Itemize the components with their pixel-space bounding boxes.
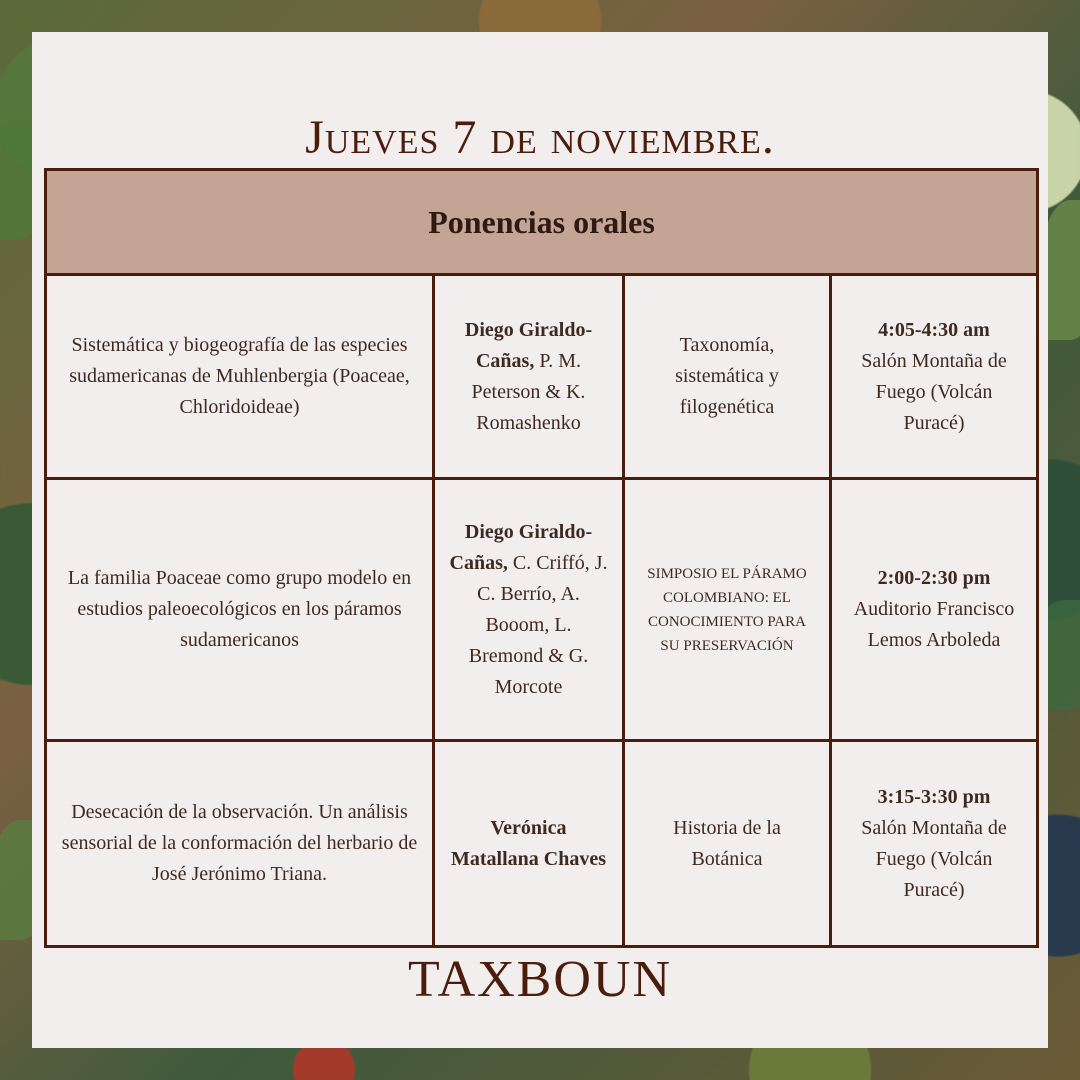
taxboun-logo: TAXBOUN: [407, 951, 673, 1008]
schedule-table: [44, 168, 1039, 948]
lead-author: Diego Giraldo-Cañas,: [449, 520, 593, 574]
talk-place: Salón Montaña de Fuego (Volcán Puracé): [861, 349, 1007, 434]
table-row: [46, 479, 1038, 741]
talk-time: 4:05-4:30 am: [878, 318, 990, 341]
talk-place: Salón Montaña de Fuego (Volcán Puracé): [861, 816, 1007, 901]
table-header: Ponencias orales: [46, 170, 1038, 275]
talk-authors: [434, 741, 624, 947]
talk-topic: Sistemática y biogeografía de las especies sudamericanas de Muhlenbergia (Poaceae, Chloridoideae): [46, 275, 434, 479]
talk-time-place: [831, 479, 1038, 741]
talk-time: 2:00-2:30 pm: [877, 567, 991, 589]
talk-place: Auditorio Francisco Lemos Arboleda: [853, 598, 1015, 651]
talk-time: 3:15-3:30 pm: [877, 785, 991, 808]
co-authors: C. Criffó, J. C. Berrío, A. Booom, L. Bremond & G. Morcote: [468, 551, 608, 698]
talk-topic: Desecación de la observación. Un análisis sensorial de la conformación del herbario de José Jerónimo Triana.: [46, 741, 434, 947]
lead-author: Verónica Matallana Chaves: [451, 816, 606, 870]
talk-time-place: [831, 741, 1038, 947]
table-row: [46, 741, 1038, 947]
talk-topic: La familia Poaceae como grupo modelo en estudios paleoecológicos en los páramos sudamericanos: [46, 479, 434, 741]
schedule-card: [32, 32, 1048, 1048]
talk-time-place: [831, 275, 1038, 479]
talk-theme: Historia de la Botánica: [624, 741, 831, 947]
page-title: Jueves 7 de noviembre.: [305, 111, 775, 164]
lead-author: Diego Giraldo-Cañas,: [464, 318, 593, 372]
talk-authors: [434, 275, 624, 479]
table-row: [46, 275, 1038, 479]
talk-authors: [434, 479, 624, 741]
co-authors: P. M. Peterson & K. Romashenko: [471, 349, 586, 434]
talk-theme: Taxonomía, sistemática y filogenética: [624, 275, 831, 479]
talk-theme: SIMPOSIO EL PÁRAMO COLOMBIANO: EL CONOCIMIENTO PARA SU PRESERVACIÓN: [624, 479, 831, 741]
